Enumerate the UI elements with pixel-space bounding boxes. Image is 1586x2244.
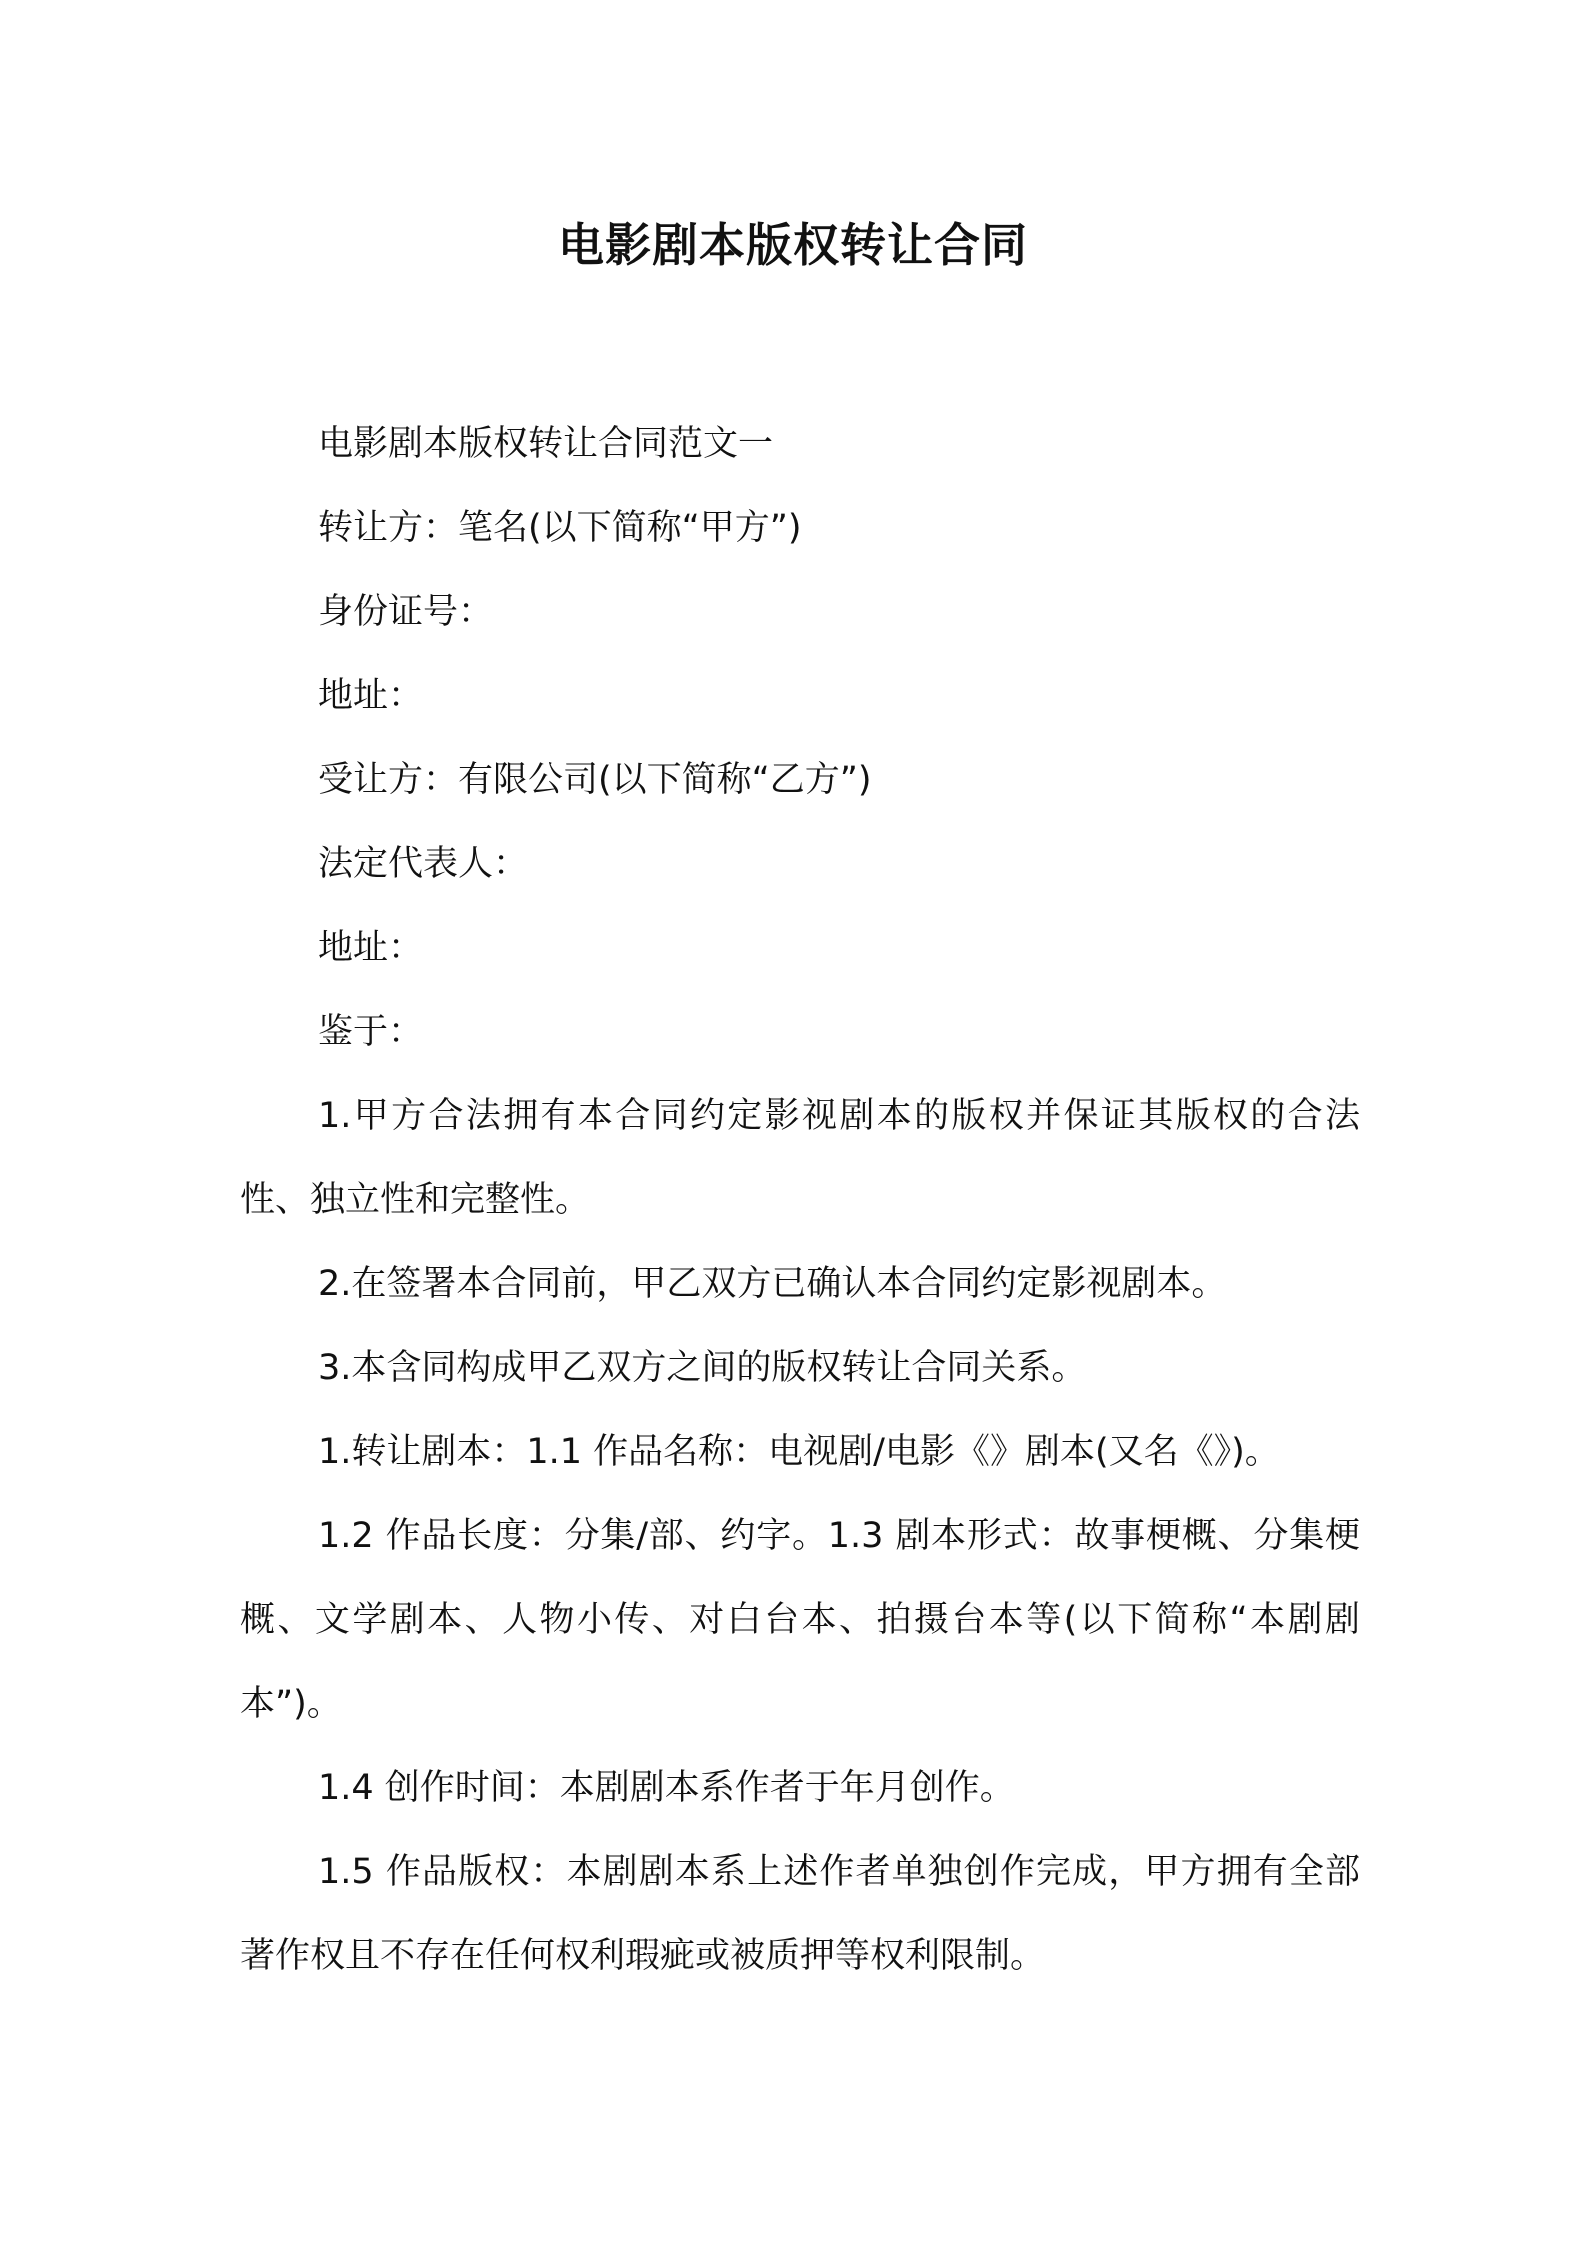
paragraph-13: 1.2 作品长度：分集/部、约字。1.3 剧本形式：故事梗概、分集梗概、文学剧本、人物小传、对白台本、拍摄台本等(以下简称“本剧剧本”)。: [240, 1516, 1360, 1724]
paragraph-7: 地址：: [318, 928, 424, 968]
paragraph-8: 鉴于：: [318, 1012, 424, 1052]
paragraph-11: 3.本含同构成甲乙双方之间的版权转让合同关系。: [318, 1348, 1087, 1388]
paragraph-1: 电影剧本版权转让合同范文一: [318, 424, 774, 464]
document-body: [240, 402, 1360, 1998]
paragraph-3: 身份证号：: [318, 592, 494, 632]
paragraph-10: 2.在签署本合同前，甲乙双方已确认本合同约定影视剧本。: [318, 1264, 1227, 1304]
paragraph-12: 1.转让剧本：1.1 作品名称：电视剧/电影《》剧本(又名《》)。: [318, 1432, 1280, 1472]
document-title: 电影剧本版权转让合同: [558, 218, 1028, 272]
paragraph-2: 转让方：笔名(以下简称“甲方”): [318, 508, 802, 548]
paragraph-5: 受让方：有限公司(以下简称“乙方”): [318, 760, 872, 800]
paragraph-9: 1.甲方合法拥有本合同约定影视剧本的版权并保证其版权的合法性、独立性和完整性。: [240, 1096, 1360, 1220]
paragraph-6: 法定代表人：: [318, 844, 529, 884]
paragraph-4: 地址：: [318, 676, 424, 716]
paragraph-14: 1.4 创作时间：本剧剧本系作者于年月创作。: [318, 1768, 1015, 1808]
paragraph-15: 1.5 作品版权：本剧剧本系上述作者单独创作完成，甲方拥有全部著作权且不存在任何权利瑕疵或被质押等权利限制。: [240, 1852, 1360, 1976]
